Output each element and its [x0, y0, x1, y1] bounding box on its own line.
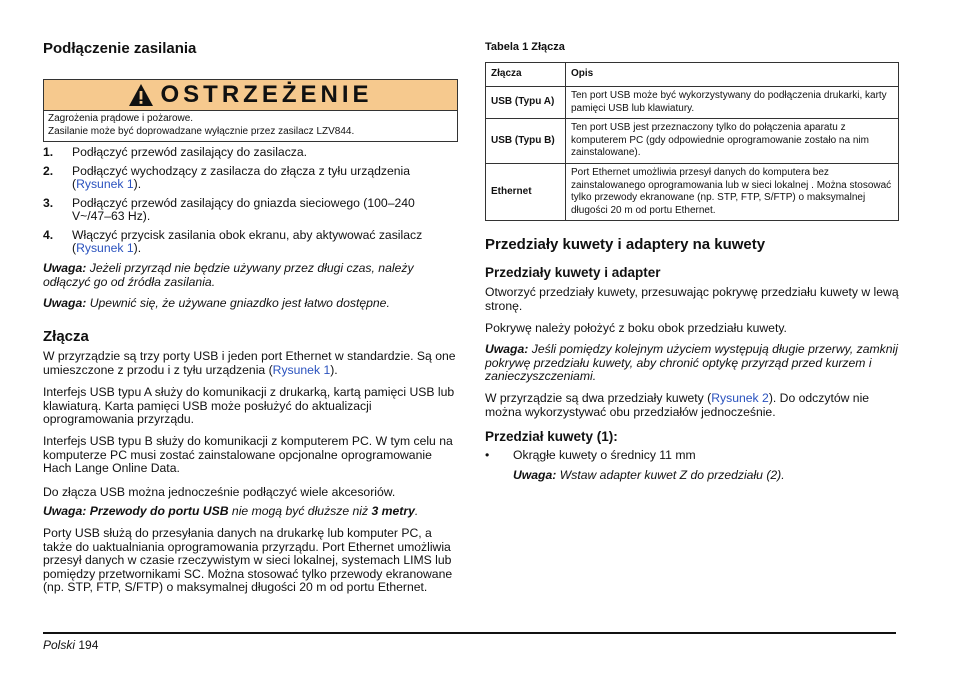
step-4 — [43, 229, 457, 255]
table-cell-port: USB (Typu A) — [486, 87, 566, 119]
paragraph-text-end: ). — [330, 362, 338, 377]
figure-link[interactable]: Rysunek 1 — [76, 177, 134, 191]
table-cell-port: USB (Typu B) — [486, 119, 566, 164]
warning-triangle-icon — [128, 83, 154, 107]
step-text: Podłączyć przewód zasilający do gniazda sieciowego (100–240 V~/47–63 Hz). — [72, 196, 415, 223]
footer-divider — [43, 632, 896, 634]
figure-link[interactable]: Rysunek 1 — [272, 362, 331, 377]
page-footer — [43, 638, 98, 652]
power-steps-list — [43, 146, 457, 261]
bullet-marker: • — [485, 448, 490, 462]
paragraph-text: W przyrządzie są dwa przedziały kuwety ( — [485, 391, 712, 405]
warning-title: OSTRZEŻENIE — [160, 81, 373, 108]
note-text: Wstaw adapter kuwet Z do przedziału (2). — [556, 468, 785, 482]
note-cuvette-cover — [485, 343, 899, 384]
note-text: Upewnić się, że używane gniazdko jest łatwo dostępne. — [86, 296, 390, 310]
ports-paragraph-2: Interfejs USB typu A służy do komunikacji z drukarką, kartą pamięci USB lub klawiaturą. Karta pamięci USB może posłużyć do aktualizacji oprogramowania przyrządu. — [43, 385, 455, 426]
note-label: Uwaga: Przewody do portu USB — [43, 504, 229, 518]
step-text-end: ). — [133, 177, 142, 191]
table-row — [486, 164, 899, 221]
bullet-text: Okrągłe kuwety o średnicy 11 mm — [513, 448, 696, 462]
note-text: Jeśli pomiędzy kolejnym użyciem występują długie przerwy, zamknij pokrywę przedziału kuwety, aby chronić optykę przyrząd przed kurzem i zanieczyszczeniami. — [485, 342, 898, 383]
ports-table — [485, 62, 899, 221]
note-label: Uwaga: — [485, 342, 529, 356]
note-text: nie mogą być dłuższe niż — [228, 504, 372, 518]
table-cell-description: Ten port USB jest przeznaczony tylko do połączenia aparatu z komputerem PC (gdy odpowiednie oprogramowanie zostało na nim zainstalowane). — [566, 119, 899, 164]
table-header-cell: Opis — [566, 63, 899, 87]
warning-box — [43, 79, 458, 142]
note-text: Jeżeli przyrząd nie będzie używany przez długi czas, należy odłączyć go od źródła zasilania. — [43, 261, 414, 289]
table-caption: Tabela 1 Złącza — [485, 41, 565, 53]
step-number: 4. — [43, 228, 54, 242]
note-outlet — [43, 297, 457, 311]
table-row — [486, 87, 899, 119]
ports-paragraph-3: Interfejs USB typu B służy do komunikacji z komputerem PC. W tym celu na komputerze PC musi zostać zainstalowane opcjonalne oprogramowanie Hach Lange Online Data. — [43, 434, 453, 475]
footer-page-number: 194 — [78, 638, 99, 652]
ports-paragraph-4: Do złącza USB można jednocześnie podłączyć wiele akcesoriów. — [43, 485, 396, 499]
section-heading-power: Podłączenie zasilania — [43, 40, 197, 57]
cuvette-paragraph-3 — [485, 392, 899, 419]
note-label: Uwaga: — [43, 261, 87, 275]
section-heading-ports: Złącza — [43, 328, 89, 345]
note-text-end: . — [414, 504, 419, 518]
step-number: 1. — [43, 145, 54, 159]
ports-paragraph-1 — [43, 350, 457, 377]
step-2 — [43, 165, 457, 191]
step-text: Włączyć przycisk zasilania obok ekranu, aby aktywować zasilacz ( — [72, 228, 423, 255]
note-label: Uwaga: — [513, 468, 557, 482]
step-text-end: ). — [133, 241, 142, 255]
ports-paragraph-5: Porty USB służą do przesyłania danych na drukarkę lub komputer PC, a także do uaktualniania oprogramowania przyrządu. Port Ethernet umożliwia przesył danych w czasie rzeczywistym w sieci lokalnej, systemach LIMS lub pomiędzy przetwornikami SC. Można stosować tylko przewody ekranowane (np. STP, FTP, S/FTP) o maksymalnej długości 20 m od portu Ethernet. — [43, 526, 453, 594]
step-text: Podłączyć wychodzący z zasilacza do złącza z tyłu urządzenia ( — [72, 164, 411, 191]
figure-link[interactable]: Rysunek 2 — [711, 391, 769, 405]
figure-link[interactable]: Rysunek 1 — [76, 241, 134, 255]
step-3 — [43, 197, 457, 223]
table-cell-port: Ethernet — [486, 164, 566, 221]
footer-language: Polski — [43, 638, 76, 652]
ports-table-wrap — [485, 62, 899, 221]
warning-text — [44, 111, 457, 141]
step-number: 2. — [43, 164, 54, 178]
section-heading-cuvette: Przedziały kuwety i adaptery na kuwety — [485, 236, 766, 253]
subheading-cuvette-adapter: Przedziały kuwety i adapter — [485, 265, 661, 280]
step-number: 3. — [43, 196, 54, 210]
note-power-unused — [43, 262, 457, 289]
warning-line-2: Zasilanie może być doprowadzane wyłącznie przez zasilacz LZV844. — [48, 126, 355, 137]
paragraph-text: W przyrządzie są trzy porty USB i jeden port Ethernet w standardzie. Są one umieszczone z przodu i z tyłu urządzenia ( — [43, 349, 456, 377]
table-cell-description: Ten port USB może być wykorzystywany do podłączenia drukarki, karty pamięci USB lub klawiatury. — [566, 87, 899, 119]
cuvette-paragraph-2: Pokrywę należy położyć z boku obok przedziału kuwety. — [485, 321, 787, 335]
table-row — [486, 119, 899, 164]
note-emphasis: 3 metry — [371, 504, 415, 518]
warning-header — [44, 80, 457, 111]
note-usb-length — [43, 505, 457, 519]
subheading-cuvette-1: Przedział kuwety (1): — [485, 429, 618, 444]
paragraph-text-end: ). Do odczytów nie można wykorzystywać obu przedziałów jednocześnie. — [485, 391, 870, 419]
table-header-cell: Złącza — [486, 63, 566, 87]
table-header-row — [486, 63, 899, 87]
note-adapter — [513, 469, 899, 483]
note-label: Uwaga: — [43, 296, 87, 310]
step-text: Podłączyć przewód zasilający do zasilacza. — [72, 145, 308, 159]
table-cell-description: Port Ethernet umożliwia przesył danych do komputera bez zainstalowanego oprogramowania lub w sieci lokalnej . Można stosować tylko przewody ekranowane (np. STP, FTP, S/FTP) o maksymalnej długości 20 m od portu Ethernet. — [566, 164, 899, 221]
cuvette-paragraph-1: Otworzyć przedziały kuwety, przesuwając pokrywę przedziału kuwety w lewą stronę. — [485, 285, 899, 313]
step-1 — [43, 146, 457, 159]
warning-line-1: Zagrożenia prądowe i pożarowe. — [48, 113, 194, 124]
